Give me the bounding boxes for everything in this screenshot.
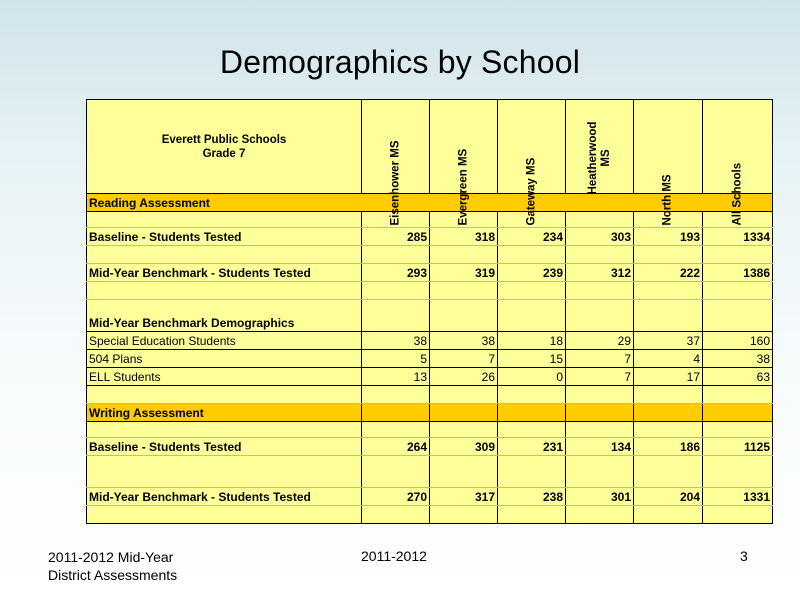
- table-cell: 303: [566, 228, 634, 246]
- table-cell: 38: [430, 332, 498, 350]
- table-cell: 1334: [703, 228, 773, 246]
- column-header: North MS: [634, 100, 703, 194]
- table-row: [87, 332, 773, 350]
- spacer-row: [87, 456, 773, 488]
- row-label: Mid-Year Benchmark - Students Tested: [87, 488, 362, 506]
- table-cell: 5: [362, 350, 430, 368]
- table-cell: 285: [362, 228, 430, 246]
- slide-title: Demographics by School: [219, 44, 581, 80]
- district-name: Everett Public Schools: [161, 133, 287, 146]
- table-cell: 319: [430, 264, 498, 282]
- table-cell: 293: [362, 264, 430, 282]
- table-row: [87, 368, 773, 386]
- table-cell: 1386: [703, 264, 773, 282]
- footer-line-2: District Assessments: [48, 567, 178, 583]
- table-cell: 1125: [703, 438, 773, 456]
- table-cell: 231: [498, 438, 566, 456]
- table-cell: 0: [498, 368, 566, 386]
- spacer-row: [87, 282, 773, 300]
- table-cell: 309: [430, 438, 498, 456]
- table-cell: 301: [566, 488, 634, 506]
- column-header: All Schools: [703, 100, 773, 194]
- row-label: Mid-Year Benchmark Demographics: [87, 300, 362, 332]
- table-cell: 239: [498, 264, 566, 282]
- spacer-row: [87, 506, 773, 524]
- table-cell: 312: [566, 264, 634, 282]
- table-cell: 234: [498, 228, 566, 246]
- section-label: Reading Assessment: [87, 194, 773, 212]
- footer-left: [48, 548, 177, 584]
- table-cell: 160: [703, 332, 773, 350]
- table-cell: 26: [430, 368, 498, 386]
- table-cell: 4: [634, 350, 703, 368]
- table-cell: 7: [566, 350, 634, 368]
- table-row: [87, 300, 773, 332]
- page-number: 3: [740, 548, 748, 564]
- row-label: Special Education Students: [87, 332, 362, 350]
- table-cell: 264: [362, 438, 430, 456]
- table-cell: 7: [430, 350, 498, 368]
- row-label: Mid-Year Benchmark - Students Tested: [87, 264, 362, 282]
- table-row: [87, 438, 773, 456]
- spacer-row: [87, 386, 773, 404]
- row-label: Baseline - Students Tested: [87, 228, 362, 246]
- table-cell: 15: [498, 350, 566, 368]
- column-header: Eisenhower MS: [362, 100, 430, 194]
- table-cell: 317: [430, 488, 498, 506]
- grade-label: Grade 7: [202, 147, 246, 160]
- section-label: Writing Assessment: [87, 404, 362, 422]
- table-cell: 13: [362, 368, 430, 386]
- table-row: [87, 488, 773, 506]
- table-cell: 318: [430, 228, 498, 246]
- table-row: [87, 228, 773, 246]
- table-cell: 270: [362, 488, 430, 506]
- table-header-row: [87, 100, 773, 194]
- footer-center: 2011-2012: [361, 548, 427, 564]
- table-cell: 38: [362, 332, 430, 350]
- table-cell: 204: [634, 488, 703, 506]
- table-cell: 134: [566, 438, 634, 456]
- spacer-row: [87, 422, 773, 438]
- table-cell: 7: [566, 368, 634, 386]
- column-header: Heatherwood MS: [566, 100, 634, 194]
- table-cell: 238: [498, 488, 566, 506]
- table-row: [87, 264, 773, 282]
- table-cell: 186: [634, 438, 703, 456]
- table-cell: 18: [498, 332, 566, 350]
- column-header: Gateway MS: [498, 100, 566, 194]
- table-cell: 63: [703, 368, 773, 386]
- table-cell: 193: [634, 228, 703, 246]
- table-title-cell: [87, 100, 362, 194]
- table-row: [87, 350, 773, 368]
- spacer-row: [87, 246, 773, 264]
- table-cell: 29: [566, 332, 634, 350]
- row-label: Baseline - Students Tested: [87, 438, 362, 456]
- table-cell: 222: [634, 264, 703, 282]
- table-cell: 1331: [703, 488, 773, 506]
- row-label: ELL Students: [87, 368, 362, 386]
- section-row-writing: [87, 404, 773, 422]
- row-label: 504 Plans: [87, 350, 362, 368]
- column-header: Evergreen MS: [430, 100, 498, 194]
- table-cell: 17: [634, 368, 703, 386]
- table-cell: 37: [634, 332, 703, 350]
- table-cell: 38: [703, 350, 773, 368]
- footer-line-1: 2011-2012 Mid-Year: [48, 549, 174, 565]
- demographics-table: [86, 99, 772, 524]
